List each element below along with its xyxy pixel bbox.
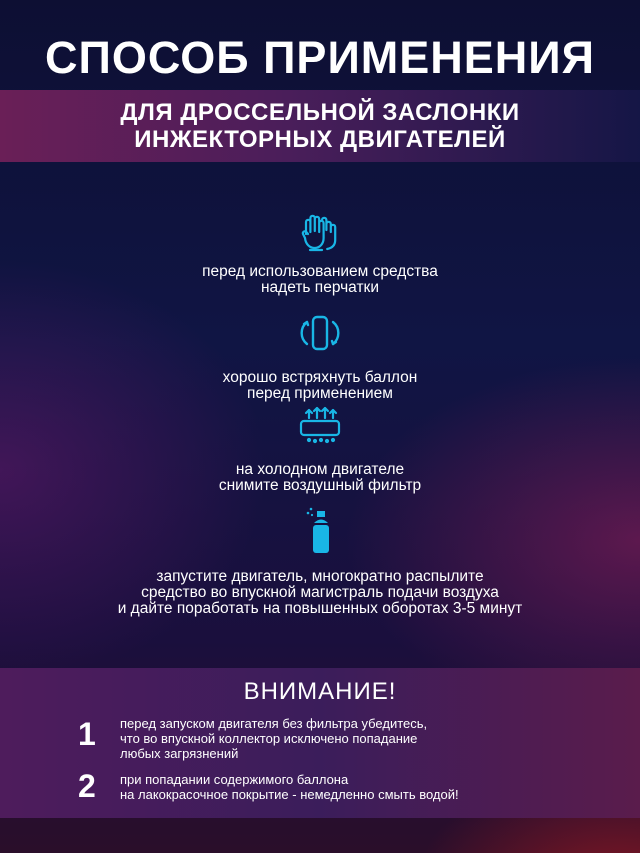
- warning-item-1: [120, 716, 427, 761]
- subtitle-line-2: ИНЖЕКТОРНЫХ ДВИГАТЕЛЕЙ: [134, 126, 506, 153]
- step-text-line: запустите двигатель, многократно распылите: [156, 568, 484, 585]
- warning-title: ВНИМАНИЕ!: [243, 678, 397, 705]
- step-text-line: на холодном двигателе: [235, 461, 405, 478]
- shake-can-icon: [294, 314, 346, 352]
- warning-item-2: [120, 772, 459, 802]
- warning-number: 1: [78, 716, 96, 752]
- warning-text-line: на лакокрасочное покрытие - немедленно смыть водой!: [120, 787, 459, 802]
- gloves-icon: [298, 212, 342, 254]
- air-filter-icon: [297, 404, 343, 444]
- step-text-line: перед применением: [247, 385, 393, 402]
- warning-text-line: при попадании содержимого баллона: [120, 772, 349, 787]
- subtitle-band: [0, 90, 640, 162]
- step-shake: [0, 314, 640, 402]
- step-spray: [0, 505, 640, 617]
- step-text-line: надеть перчатки: [261, 279, 379, 296]
- step-text-line: снимите воздушный фильтр: [218, 477, 422, 494]
- step-text-line: хорошо встряхнуть баллон: [222, 369, 418, 386]
- step-gloves: [0, 212, 640, 296]
- page-title: СПОСОБ ПРИМЕНЕНИЯ: [45, 32, 595, 83]
- warning-text-line: что во впускной коллектор исключено попадание: [120, 731, 418, 746]
- step-filter: [0, 404, 640, 494]
- subtitle-line-1: ДЛЯ ДРОССЕЛЬНОЙ ЗАСЛОНКИ: [120, 99, 520, 126]
- spray-can-icon: [305, 505, 335, 555]
- step-text-line: средство во впускной магистраль подачи воздуха: [141, 584, 499, 601]
- step-text-line: и дайте поработать на повышенных оборотах 3-5 минут: [117, 600, 523, 617]
- warning-number: 2: [78, 768, 96, 804]
- warning-text-line: любых загрязнений: [120, 746, 239, 761]
- step-text-line: перед использованием средства: [202, 263, 438, 280]
- warning-text-line: перед запуском двигателя без фильтра убедитесь,: [120, 716, 428, 731]
